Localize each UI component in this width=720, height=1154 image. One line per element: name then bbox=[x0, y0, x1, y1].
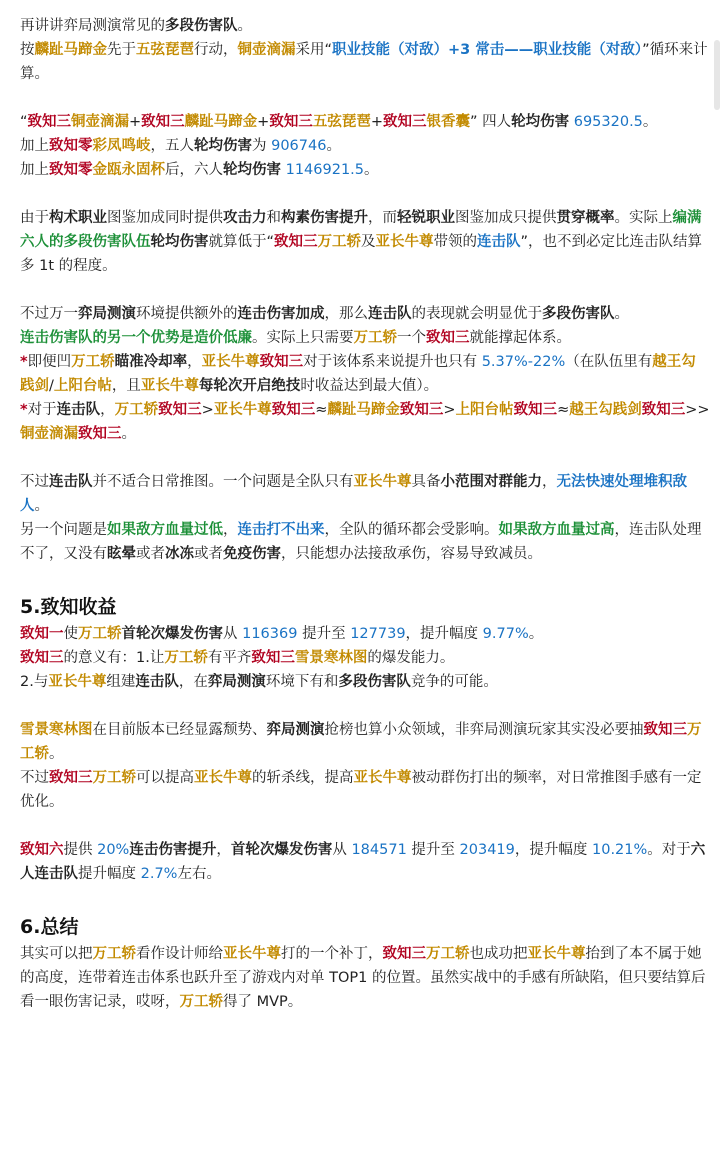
text-run: 。 bbox=[121, 426, 136, 442]
text-run: 五弦琵琶 bbox=[312, 114, 371, 130]
article-body bbox=[20, 14, 710, 1014]
text-run: 亚长牛尊 bbox=[48, 674, 107, 690]
text-run: 得了 MVP。 bbox=[223, 994, 303, 1010]
text-run: + bbox=[129, 114, 142, 130]
text-run: 致知三 bbox=[259, 354, 304, 370]
paragraph bbox=[20, 158, 710, 182]
text-run: 组建 bbox=[106, 674, 136, 690]
text-run: 提升至 bbox=[297, 626, 351, 642]
text-run: ， bbox=[100, 402, 115, 418]
paragraph-gap bbox=[20, 86, 710, 110]
text-run: 按 bbox=[20, 42, 35, 58]
paragraph bbox=[20, 646, 710, 670]
text-run: 连击打不出来 bbox=[237, 522, 325, 538]
text-run: 万工轿 bbox=[317, 234, 362, 250]
text-run: 看作设计师给 bbox=[136, 946, 223, 962]
text-run: 。 bbox=[528, 626, 544, 642]
text-run: 亚长牛尊 bbox=[223, 946, 281, 962]
text-run: 为 bbox=[252, 138, 272, 154]
text-run: / bbox=[49, 378, 54, 394]
text-run: 就算低于“ bbox=[208, 234, 275, 250]
paragraph bbox=[20, 302, 710, 326]
text-run: >> bbox=[685, 402, 710, 418]
text-run: 麟趾马蹄金 bbox=[327, 402, 400, 418]
text-run: 连击队 bbox=[477, 234, 521, 250]
text-run: 致知三 bbox=[49, 770, 93, 786]
paragraph-gap bbox=[20, 814, 710, 838]
text-run: 万工轿 bbox=[92, 946, 136, 962]
text-run: > bbox=[443, 402, 456, 418]
text-run: 上阳台帖 bbox=[53, 378, 112, 394]
text-run: 竞争的可能。 bbox=[410, 674, 498, 690]
text-run: 由于 bbox=[20, 210, 49, 226]
text-run: 。实际上只需要 bbox=[252, 330, 354, 346]
text-run: ， bbox=[223, 522, 238, 538]
text-run: 加上 bbox=[20, 162, 49, 178]
text-run: 或者 bbox=[136, 546, 165, 562]
text-run: 亚长牛尊 bbox=[375, 234, 434, 250]
text-run: 轻锐职业 bbox=[397, 210, 455, 226]
text-run: 图鉴加成同时提供 bbox=[107, 210, 223, 226]
text-run: 五弦琵琶 bbox=[136, 42, 194, 58]
text-run: 906746 bbox=[271, 138, 327, 154]
text-run: 或者 bbox=[194, 546, 223, 562]
text-run: 万工轿 bbox=[78, 626, 122, 642]
text-run: 连击伤害提升 bbox=[129, 842, 217, 858]
text-run: 雪景寒林图 bbox=[20, 722, 93, 738]
text-run: 。 bbox=[49, 746, 64, 762]
text-run: 首轮次爆发伤害 bbox=[121, 626, 223, 642]
text-run: 万工轿 bbox=[114, 402, 159, 418]
text-run: 不过万一 bbox=[20, 306, 78, 322]
text-run: 。 bbox=[614, 306, 629, 322]
text-run: ， bbox=[542, 474, 557, 490]
text-run: 铜壶滴漏 bbox=[237, 42, 296, 58]
text-run: 环境提供额外的 bbox=[136, 306, 238, 322]
text-run: 从 bbox=[223, 626, 243, 642]
text-run: 轮均伤害 bbox=[223, 162, 281, 178]
paragraph bbox=[20, 134, 710, 158]
paragraph bbox=[20, 470, 710, 518]
text-run: 致知三 bbox=[141, 114, 185, 130]
text-run: 致知三 bbox=[426, 330, 470, 346]
paragraph bbox=[20, 718, 710, 766]
text-run: 采用“ bbox=[295, 42, 333, 58]
text-run: 冰冻 bbox=[165, 546, 194, 562]
paragraph bbox=[20, 518, 710, 566]
text-run: 致知三 bbox=[399, 402, 444, 418]
text-run: ，连击队处理不了，又没有 bbox=[20, 522, 702, 562]
text-run: 连击伤害队的另一个优势是造价低廉 bbox=[20, 330, 252, 346]
text-run: 即便凹 bbox=[27, 354, 72, 370]
text-run: 亚长牛尊 bbox=[201, 354, 260, 370]
text-run: ≈ bbox=[315, 402, 328, 418]
text-run: 亚长牛尊 bbox=[194, 770, 252, 786]
text-run: 对于 bbox=[27, 402, 57, 418]
paragraph bbox=[20, 110, 710, 134]
text-run: 万工轿 bbox=[71, 354, 115, 370]
text-run: 和 bbox=[266, 210, 281, 226]
text-run: 连击伤害加成 bbox=[237, 306, 325, 322]
text-run: 亚长牛尊 bbox=[527, 946, 586, 962]
text-run: 并不适合日常推图。一个问题是全队只有 bbox=[92, 474, 354, 490]
text-run: 致知三 bbox=[382, 946, 426, 962]
paragraph bbox=[20, 14, 710, 38]
text-run: 致知六 bbox=[20, 842, 64, 858]
text-run: 116369 bbox=[242, 626, 298, 642]
text-run: 具备 bbox=[411, 474, 441, 490]
text-run: 其实可以把 bbox=[20, 946, 93, 962]
text-run: ，那么 bbox=[324, 306, 368, 322]
text-run: 203419 bbox=[459, 842, 515, 858]
text-run: 再讲讲弈局测演常见的 bbox=[20, 18, 165, 34]
text-run: + bbox=[370, 114, 383, 130]
text-run: 。 bbox=[642, 114, 658, 130]
text-run: 无法快速处理堆积敌人 bbox=[20, 474, 687, 514]
text-run: 贯穿概率 bbox=[556, 210, 615, 226]
text-run: 的表现就会明显优于 bbox=[411, 306, 542, 322]
text-run: 127739 bbox=[350, 626, 406, 642]
text-run: （在队伍里有 bbox=[565, 354, 653, 370]
text-run: 越王勾践剑 bbox=[20, 354, 696, 394]
text-run: ，只能想办法接敌承伤，容易导致减员。 bbox=[281, 546, 542, 562]
text-run: 万工轿 bbox=[353, 330, 397, 346]
text-run: 致知三 bbox=[251, 650, 295, 666]
scrollbar[interactable] bbox=[714, 40, 720, 110]
text-run: 致知三 bbox=[641, 402, 686, 418]
text-run: ，提升幅度 bbox=[514, 842, 592, 858]
text-run: 不过 bbox=[20, 474, 49, 490]
paragraph bbox=[20, 38, 710, 86]
text-run: 连击队 bbox=[368, 306, 412, 322]
text-run: 弈局测演 bbox=[207, 674, 266, 690]
text-run: 致知三 bbox=[271, 402, 316, 418]
paragraph-gap bbox=[20, 446, 710, 470]
text-run: 及 bbox=[361, 234, 376, 250]
paragraph-gap bbox=[20, 694, 710, 718]
text-run: 提升至 bbox=[406, 842, 460, 858]
text-run: * bbox=[20, 354, 28, 370]
text-run: 致知零 bbox=[49, 138, 93, 154]
text-run: ，提升幅度 bbox=[405, 626, 483, 642]
text-run: 麟趾马蹄金 bbox=[34, 42, 107, 58]
text-run: ， bbox=[216, 842, 231, 858]
text-run: 先于 bbox=[107, 42, 136, 58]
text-run: 多段伤害队 bbox=[542, 306, 615, 322]
text-run: ，五人 bbox=[150, 138, 194, 154]
text-run: 连击队 bbox=[49, 474, 93, 490]
text-run: 万工轿 bbox=[20, 722, 702, 762]
text-run: 就能撑起体系。 bbox=[469, 330, 571, 346]
text-run: 另一个问题是 bbox=[20, 522, 107, 538]
text-run: 2.7% bbox=[140, 866, 178, 882]
text-run: 5.37%-22% bbox=[481, 354, 566, 370]
text-run: 上阳台帖 bbox=[455, 402, 514, 418]
text-run: 亚长牛尊 bbox=[353, 770, 412, 786]
text-run: 多段伤害队 bbox=[165, 18, 238, 34]
text-run: 行动， bbox=[194, 42, 238, 58]
text-run: 被动群伤打出的频率，对日常推图手感有一定优化。 bbox=[20, 770, 702, 810]
text-run: 轮均伤害 bbox=[511, 114, 570, 130]
text-run: 万工轿 bbox=[426, 946, 470, 962]
section-heading bbox=[20, 912, 710, 942]
text-run: 亚长牛尊 bbox=[353, 474, 412, 490]
text-run: 也成功把 bbox=[469, 946, 528, 962]
text-run: 20% bbox=[97, 842, 130, 858]
text-run: 有平齐 bbox=[207, 650, 252, 666]
paragraph-gap bbox=[20, 886, 710, 906]
text-run: 金瓯永固杯 bbox=[92, 162, 165, 178]
text-run: 一个 bbox=[397, 330, 426, 346]
text-run: 铜壶滴漏 bbox=[71, 114, 130, 130]
text-run: 致知三 bbox=[20, 650, 64, 666]
text-run: 万工轿 bbox=[92, 770, 136, 786]
text-run: 亚长牛尊 bbox=[213, 402, 272, 418]
text-run: 万工轿 bbox=[164, 650, 208, 666]
text-run: 抬到了本不属于她的高度，连带着连击体系也跃升至了游戏内对单 TOP1 的位置。虽然实战中的手感有所缺陷，但只要结算后看一眼伤害记录，哎呀， bbox=[20, 946, 706, 1010]
text-run: 。对于 bbox=[647, 842, 691, 858]
text-run: ≈ bbox=[557, 402, 570, 418]
text-run: 职业技能（对敌）+3 常击——职业技能（对敌） bbox=[332, 42, 643, 58]
text-run: 打的一个补丁， bbox=[281, 946, 383, 962]
text-run: ”，也不到必定比连击队结算多 1t 的程度。 bbox=[20, 234, 703, 274]
text-run: 对于该体系来说提升也只有 bbox=[303, 354, 482, 370]
text-run: 图鉴加成只提供 bbox=[455, 210, 557, 226]
paragraph bbox=[20, 838, 710, 886]
text-run: 连击队 bbox=[135, 674, 179, 690]
text-run: 致知三 bbox=[27, 114, 72, 130]
text-run: 铜壶滴漏 bbox=[20, 426, 78, 442]
paragraph-gap bbox=[20, 566, 710, 586]
text-run: 的爆发能力。 bbox=[367, 650, 455, 666]
text-run: 银香囊 bbox=[426, 114, 470, 130]
text-run: 6.总结 bbox=[20, 916, 79, 938]
text-run: 弈局测演 bbox=[78, 306, 136, 322]
text-run: 左右。 bbox=[177, 866, 221, 882]
text-run: 每轮次开启绝技 bbox=[198, 378, 301, 394]
text-run: 9.77% bbox=[482, 626, 529, 642]
text-run: 。实际上 bbox=[614, 210, 673, 226]
text-run: 。 bbox=[326, 138, 341, 154]
paragraph bbox=[20, 942, 710, 1014]
text-run: 可以提高 bbox=[136, 770, 194, 786]
text-run: 致知三 bbox=[158, 402, 202, 418]
text-run: 致知三 bbox=[382, 114, 427, 130]
text-run: 攻击力 bbox=[223, 210, 267, 226]
text-run: 的意义有：1.让 bbox=[63, 650, 165, 666]
text-run: 越王勾践剑 bbox=[569, 402, 642, 418]
text-run: 连击队 bbox=[56, 402, 101, 418]
text-run: 万工轿 bbox=[179, 994, 223, 1010]
text-run: + bbox=[257, 114, 270, 130]
text-run: 弈局测演 bbox=[266, 722, 325, 738]
text-run: 致知三 bbox=[643, 722, 687, 738]
text-run: 。 bbox=[364, 162, 379, 178]
text-run: 致知三 bbox=[78, 426, 122, 442]
text-run: 5.致知收益 bbox=[20, 596, 117, 618]
text-run: 首轮次爆发伤害 bbox=[230, 842, 333, 858]
paragraph bbox=[20, 206, 710, 278]
text-run: 。 bbox=[237, 18, 252, 34]
text-run: ”循环来计算。 bbox=[20, 42, 708, 82]
text-run: 提升幅度 bbox=[78, 866, 141, 882]
text-run: ，在 bbox=[178, 674, 208, 690]
paragraph bbox=[20, 350, 710, 398]
text-run: 加上 bbox=[20, 138, 49, 154]
text-run: 致知三 bbox=[274, 234, 318, 250]
section-heading bbox=[20, 592, 710, 622]
paragraph-gap bbox=[20, 278, 710, 302]
text-run: 695320.5 bbox=[573, 114, 643, 130]
text-run: 10.21% bbox=[592, 842, 648, 858]
paragraph bbox=[20, 326, 710, 350]
text-run: 致知三 bbox=[513, 402, 558, 418]
text-run: 雪景寒林图 bbox=[294, 650, 368, 666]
text-run: 轮均伤害 bbox=[150, 234, 209, 250]
text-run: 轮均伤害 bbox=[194, 138, 252, 154]
text-run: 的斩杀线，提高 bbox=[252, 770, 354, 786]
text-run: 构素伤害提升 bbox=[281, 210, 368, 226]
text-run: 184571 bbox=[351, 842, 407, 858]
text-run: 从 bbox=[332, 842, 352, 858]
text-run: 彩凤鸣岐 bbox=[92, 138, 151, 154]
text-run: ，而 bbox=[368, 210, 397, 226]
text-run: 如果敌方血量过高 bbox=[498, 522, 615, 538]
text-run: 致知一 bbox=[20, 626, 64, 642]
text-run: ” 四人 bbox=[469, 114, 512, 130]
text-run: 如果敌方血量过低 bbox=[107, 522, 223, 538]
text-run: 使 bbox=[63, 626, 78, 642]
text-run: 免疫伤害 bbox=[223, 546, 281, 562]
text-run: 小范围对群能力 bbox=[440, 474, 542, 490]
text-run: 1146921.5 bbox=[285, 162, 365, 178]
text-run: > bbox=[201, 402, 214, 418]
text-run: 多段伤害队 bbox=[338, 674, 411, 690]
text-run: ，且 bbox=[111, 378, 141, 394]
paragraph bbox=[20, 766, 710, 814]
text-run: 抢榜也算小众领域，非弈局测演玩家其实没必要抽 bbox=[324, 722, 644, 738]
text-run: 构术职业 bbox=[49, 210, 107, 226]
text-run: 环境下有和 bbox=[265, 674, 339, 690]
text-run: 麟趾马蹄金 bbox=[184, 114, 258, 130]
text-run: “ bbox=[20, 114, 28, 130]
text-run: 眩晕 bbox=[107, 546, 136, 562]
paragraph bbox=[20, 622, 710, 646]
text-run: 编满六人的多段伤害队伍 bbox=[20, 210, 702, 250]
text-run: 2.与 bbox=[20, 674, 49, 690]
text-run: 提供 bbox=[63, 842, 98, 858]
text-run: 致知三 bbox=[269, 114, 313, 130]
text-run: 不过 bbox=[20, 770, 49, 786]
text-run: 后，六人 bbox=[165, 162, 223, 178]
text-run: * bbox=[20, 402, 28, 418]
paragraph bbox=[20, 398, 710, 446]
paragraph bbox=[20, 670, 710, 694]
text-run: 时收益达到最大值）。 bbox=[300, 378, 439, 394]
text-run: 。 bbox=[34, 498, 49, 514]
text-run: ， bbox=[187, 354, 202, 370]
text-run: 六人连击队 bbox=[20, 842, 706, 882]
text-run: ，全队的循环都会受影响。 bbox=[324, 522, 499, 538]
text-run: 带领的 bbox=[433, 234, 478, 250]
text-run: 瞄准冷却率 bbox=[114, 354, 188, 370]
text-run: 致知零 bbox=[49, 162, 93, 178]
text-run: 在目前版本已经显露颓势、 bbox=[92, 722, 267, 738]
text-run: 亚长牛尊 bbox=[140, 378, 199, 394]
paragraph-gap bbox=[20, 182, 710, 206]
